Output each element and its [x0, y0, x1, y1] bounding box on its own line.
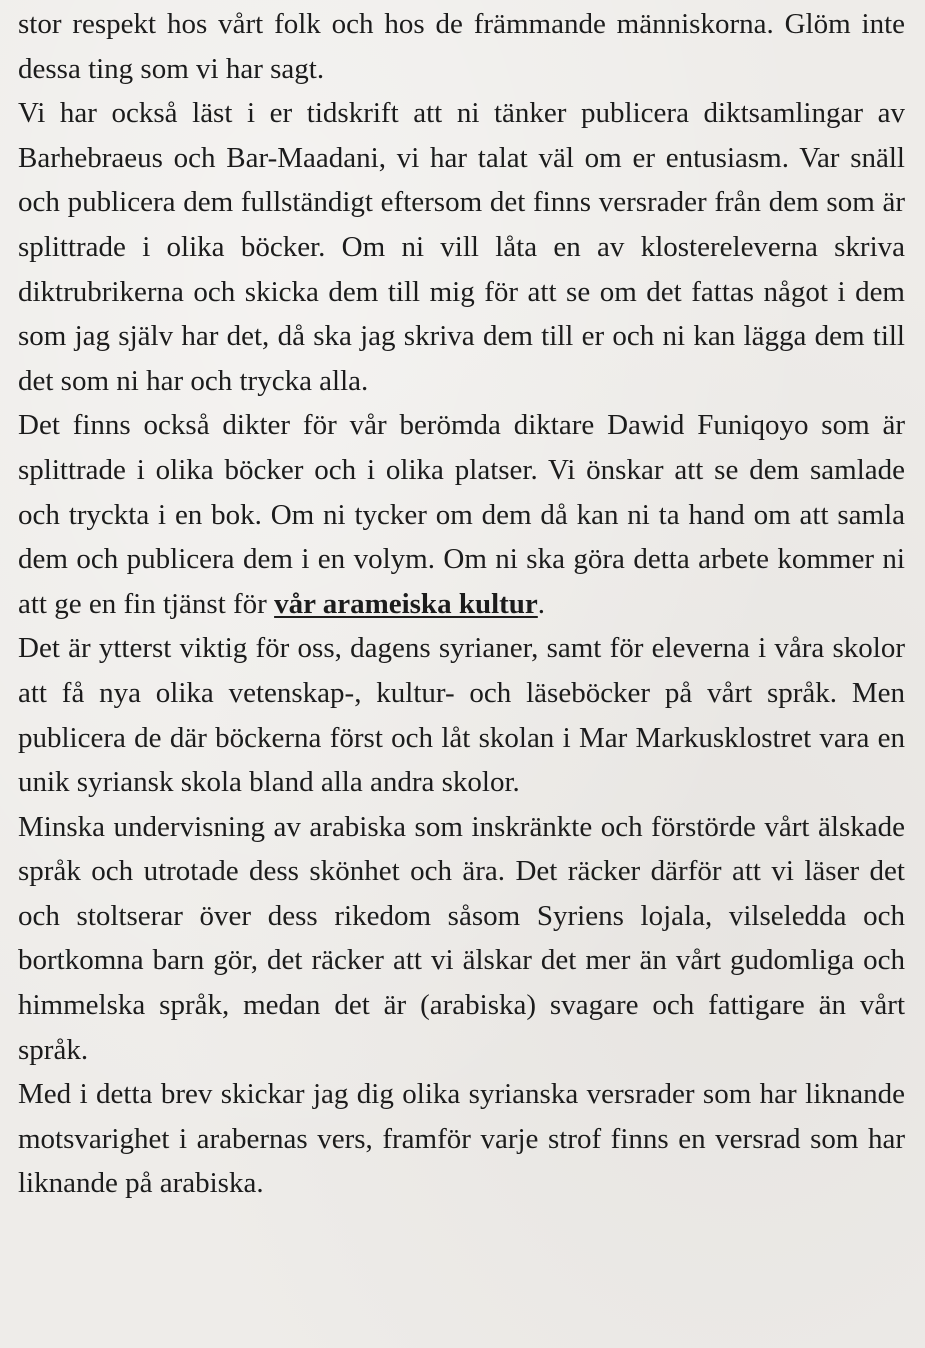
paragraph-text: . [537, 587, 546, 620]
paragraph: Med i detta brev skickar jag dig olika syrianska versrader som har liknande motsvarighet i arabernas vers, framför varje strof finns en versrad som har liknande på arabiska. [18, 1078, 905, 1200]
paragraph [18, 403, 905, 626]
paragraph-text: Det finns också dikter för vår berömda diktare Dawid Funiqoyo som är splittrade i olika böcker och i olika platser. Vi önskar att se dem samlade och tryckta i en bok. Om ni tycker om dem då kan ni ta hand om att samla dem och publicera dem i en volym. Om ni ska göra detta arbete kommer ni att ge en fin tjänst för [18, 409, 905, 620]
paragraph: Minska undervisning av arabiska som inskränkte och förstörde vårt älskade språk och utrotade dess skönhet och ära. Det räcker därför att vi läser det och stoltserar över dess rikedom såsom Syriens lojala, vilseledda och bortkomna barn gör, det räcker att vi älskar det mer än vårt gudomliga och himmelska språk, medan det är (arabiska) svagare och fattigare än vårt språk. [18, 810, 905, 1066]
paragraph: Vi har också läst i er tidskrift att ni tänker publicera diktsamlingar av Barhebraeus och Bar-Maadani, vi har talat väl om er entusiasm. Var snäll och publicera dem fullständigt eftersom det finns versrader från dem som är splittrade i olika böcker. Om ni vill låta en av klostereleverna skriva diktrubrikerna och skicka dem till mig för att se om det fattas något i dem som jag själv har det, då ska jag skriva dem till er och ni kan lägga dem till det som ni har och trycka alla. [18, 97, 905, 397]
paragraph: stor respekt hos vårt folk och hos de främmande människorna. Glöm inte dessa ting som vi har sagt. [18, 8, 905, 85]
emphasized-phrase: vår arameiska kultur [274, 587, 538, 620]
paragraph: Det är ytterst viktig för oss, dagens syrianer, samt för eleverna i våra skolor att få nya olika vetenskap-, kultur- och läseböcker på vårt språk. Men publicera de där böckerna först och låt skolan i Mar Markusklostret vara en unik syriansk skola bland alla andra skolor. [18, 632, 905, 799]
body-text [18, 2, 905, 1206]
